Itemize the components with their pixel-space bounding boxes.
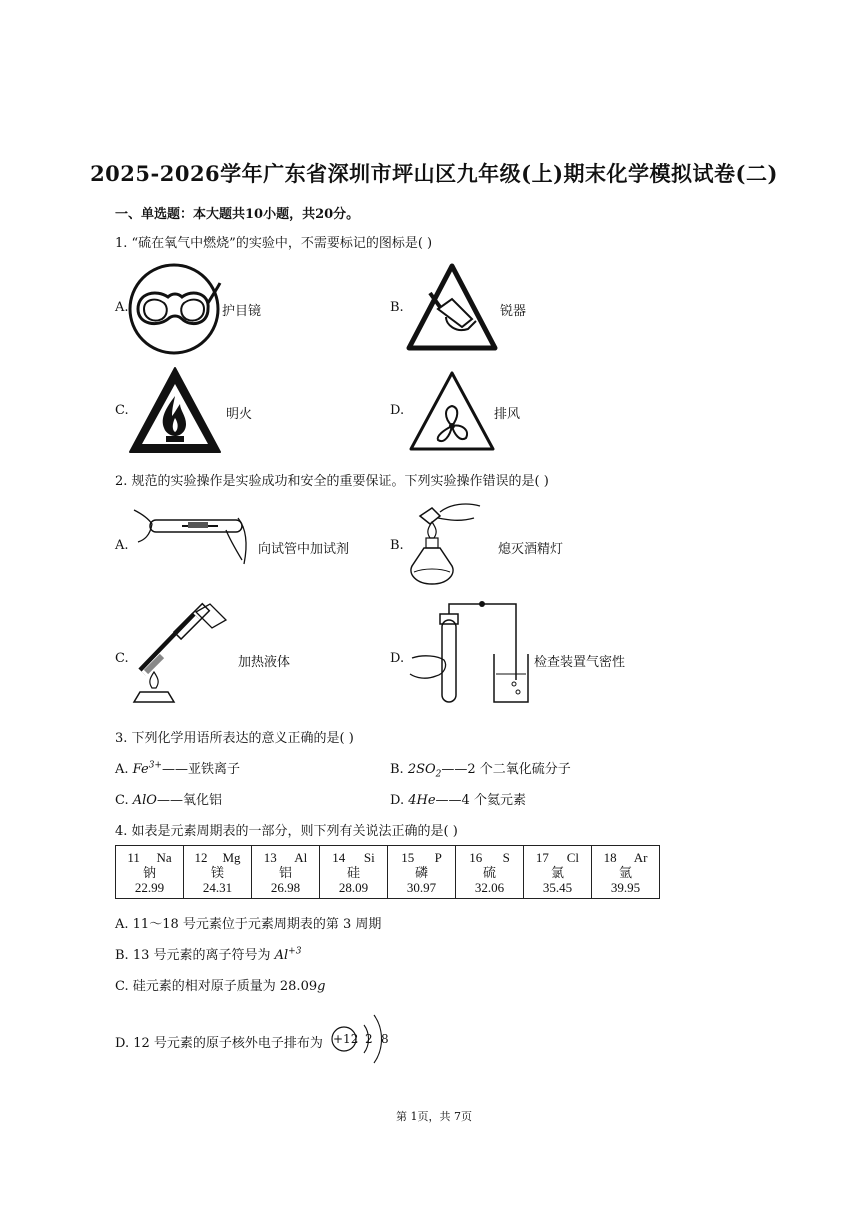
alcohol-lamp-figure — [404, 494, 488, 590]
element-cell: 17 Cl 氯 35.45 — [524, 846, 592, 899]
element-cell: 11 Na 钠 22.99 — [116, 846, 184, 899]
q3-option-b-letter: B. — [390, 762, 404, 777]
ion-symbol: Al — [274, 948, 289, 963]
element-cell: 15 P 磷 30.97 — [388, 846, 456, 899]
atomic-mass-value: 28.09 — [279, 979, 318, 994]
q3-option-b-meaning: ——2 个二氧化硫分子 — [441, 762, 571, 777]
q3-option-c-meaning: ——氧化铝 — [156, 793, 222, 808]
q3-option-c — [115, 789, 222, 808]
q3-option-d-formula: 4He — [408, 793, 436, 808]
page-title: 2025-2026学年广东省深圳市坪山区九年级(上)期末化学模拟试卷(二) — [90, 161, 778, 186]
q3-option-a-meaning: ——亚铁离子 — [161, 762, 240, 777]
q4-option-a: A. 11～18 号元素位于元素周期表的第 3 周期 — [115, 917, 382, 932]
periodic-table-row — [116, 846, 660, 899]
q3-option-b — [390, 758, 571, 780]
question-3-stem: 3. 下列化学用语所表达的意义正确的是( ) — [115, 731, 354, 746]
periodic-table-excerpt — [115, 845, 660, 899]
shell-1-electrons: 2 — [365, 1032, 373, 1046]
q3-option-a-letter: A. — [115, 762, 129, 777]
q2-option-a-caption: 向试管中加试剂 — [258, 542, 350, 557]
q2-option-c-caption: 加热液体 — [238, 655, 291, 670]
q3-option-c-formula: AlO — [132, 793, 157, 808]
element-cell: 16 S 硫 32.06 — [456, 846, 524, 899]
question-4-stem: 4. 如表是元素周期表的一部分，则下列有关说法正确的是( ) — [115, 824, 458, 839]
q2-option-a-letter: A. — [115, 538, 129, 553]
ion-charge: +3 — [288, 946, 302, 957]
q3-option-d-letter: D. — [390, 793, 405, 808]
airtightness-check-figure — [404, 600, 532, 706]
q2-option-c-letter: C. — [115, 651, 129, 666]
q1-option-d-letter: D. — [390, 403, 405, 418]
q4-option-c: C. 硅元素的相对原子质量为 28.09g — [115, 979, 326, 994]
q1-option-a-letter: A. — [115, 300, 129, 315]
element-cell: 12 Mg 镁 24.31 — [184, 846, 252, 899]
q4-option-d: D. 12 号元素的原子核外电子排布为 — [115, 1036, 323, 1051]
nucleus-charge: +12 — [333, 1032, 359, 1046]
q2-option-d-caption: 检查装置气密性 — [534, 655, 626, 670]
question-2-stem: 2. 规范的实验操作是实验成功和安全的重要保证。下列实验操作错误的是( ) — [115, 474, 549, 489]
element-cell: 18 Ar 氩 39.95 — [592, 846, 660, 899]
q3-option-d — [390, 789, 526, 808]
page-footer: 第 1页，共 7页 — [396, 1110, 472, 1123]
q3-option-b-formula: 2SO — [407, 762, 436, 777]
ventilation-fan-icon — [408, 370, 496, 452]
q1-option-d-caption: 排风 — [494, 407, 521, 422]
q3-option-a-formula: Fe — [132, 762, 149, 777]
heating-liquid-figure — [130, 602, 234, 706]
element-cell: 13 Al 铝 26.98 — [252, 846, 320, 899]
q1-option-c-caption: 明火 — [226, 407, 253, 422]
q1-option-b-letter: B. — [390, 300, 404, 315]
test-tube-powder-figure — [130, 500, 252, 580]
q3-option-a — [115, 758, 240, 777]
shell-2-electrons: 8 — [381, 1032, 389, 1046]
q4-option-b: B. 13 号元素的离子符号为 $Al^{+3}$ — [115, 946, 302, 963]
q1-option-b-caption: 锐器 — [500, 304, 527, 319]
q2-option-d-letter: D. — [390, 651, 405, 666]
sharp-object-icon — [406, 263, 498, 351]
open-flame-icon — [128, 366, 222, 454]
q1-option-c-letter: C. — [115, 403, 129, 418]
atomic-mass-unit: g — [317, 979, 326, 994]
q2-option-b-letter: B. — [390, 538, 404, 553]
q3-option-d-meaning: ——4 个氦元素 — [435, 793, 526, 808]
q2-option-b-caption: 熄灭酒精灯 — [498, 542, 564, 557]
element-cell: 14 Si 硅 28.09 — [320, 846, 388, 899]
q3-option-a-charge: 3+ — [148, 760, 162, 771]
section-heading: 一、单选题：本大题共10小题，共20分。 — [115, 207, 360, 222]
q3-option-c-letter: C. — [115, 793, 129, 808]
q3-option-b-subscript: 2 — [435, 769, 442, 780]
goggles-icon — [128, 263, 220, 355]
question-1-stem: 1. “硫在氧气中燃烧”的实验中，不需要标记的图标是( ) — [115, 236, 433, 251]
q1-option-a-caption: 护目镜 — [222, 304, 262, 319]
